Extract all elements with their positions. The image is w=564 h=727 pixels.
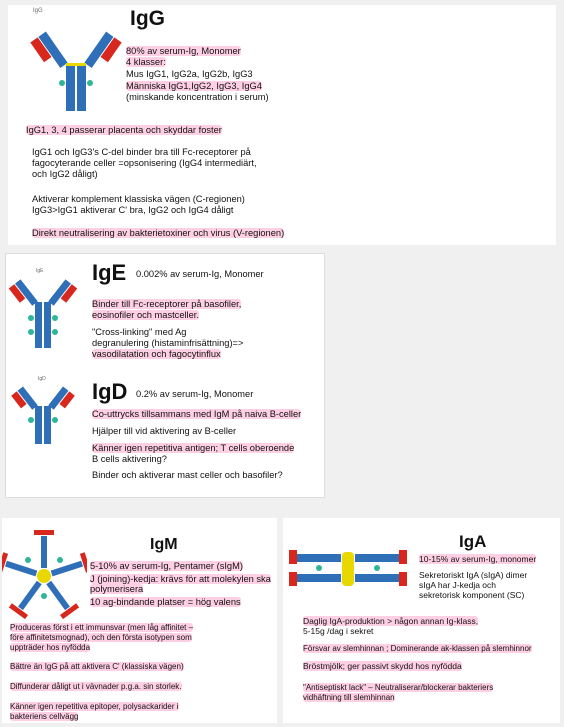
igm-line-9: Diffunderar dåligt ut i vävnader p.g.a. sin storlek. bbox=[10, 682, 182, 691]
igg-line-7: IgG1 och IgG3's C-del binder bra till Fc-receptorer på bbox=[32, 147, 251, 157]
igg-title: IgG bbox=[130, 7, 165, 30]
igg-line-3: Mus IgG1, IgG2a, IgG2b, IgG3 bbox=[126, 69, 253, 79]
ige-antibody-icon bbox=[8, 272, 78, 352]
iga-dimer-icon bbox=[287, 542, 409, 598]
ige-subtitle: 0.002% av serum-Ig, Monomer bbox=[136, 269, 264, 279]
igm-line-1: 5-10% av serum-Ig, Pentamer (sIgM) bbox=[90, 561, 243, 571]
igm-line-11: bakteriens cellvägg bbox=[10, 712, 79, 721]
igd-line-1: Co-uttrycks tillsammans med IgM på naiva B-celler bbox=[92, 409, 302, 419]
igg-line-9: och IgG2 dåligt) bbox=[32, 169, 98, 179]
ige-icon-label: IgE bbox=[36, 268, 44, 274]
igg-line-11: IgG3>IgG1 aktiverar C' bra, IgG2 och IgG4 dåligt bbox=[32, 205, 234, 215]
iga-line-8: Bröstmjölk; ger passivt skydd hos nyfödda bbox=[303, 661, 462, 671]
igg-line-6: IgG1, 3, 4 passerar placenta och skyddar foster bbox=[26, 125, 222, 135]
igg-line-5: (minskande koncentration i serum) bbox=[126, 92, 269, 102]
igm-line-6: före affinitetsmognad), och den första isotypen som bbox=[10, 633, 192, 642]
iga-line-3: sIgA har J-kedja och bbox=[419, 580, 497, 590]
igm-line-8: Bättre än IgG på att aktivera C' (klassiska vägen) bbox=[10, 662, 184, 671]
iga-line-4: sekretorisk komponent (SC) bbox=[419, 590, 525, 600]
igd-subtitle: 0.2% av serum-Ig, Monomer bbox=[136, 389, 254, 399]
iga-title: IgA bbox=[459, 532, 487, 551]
iga-line-10: vidhäftning till slemhinnan bbox=[303, 693, 395, 702]
igm-pentamer-icon bbox=[2, 528, 87, 628]
iga-line-9: "Antiseptiskt lack" – Neutraliserar/blockerar bakteriers bbox=[303, 683, 494, 692]
igm-panel bbox=[2, 518, 277, 723]
igd-line-5: Binder och aktiverar mast celler och basofiler? bbox=[92, 470, 283, 480]
igm-line-5: Produceras först i ett immunsvar (men låg affinitet – bbox=[10, 623, 194, 632]
igm-line-7: uppträder hos nyfödda bbox=[10, 643, 91, 652]
igg-line-8: fagocyterande celler =opsonisering (IgG4 intermediärt, bbox=[32, 158, 257, 168]
igg-line-4: Människa IgG1,IgG2, IgG3, IgG4 bbox=[126, 81, 262, 91]
ige-line-5: vasodilatation och fagocytinflux bbox=[92, 349, 221, 359]
igd-line-4: B cells aktivering? bbox=[92, 454, 167, 464]
iga-line-2: Sekretoriskt IgA (sIgA) dimer bbox=[419, 570, 528, 580]
igg-panel bbox=[8, 5, 556, 245]
ige-line-1: Binder till Fc-receptorer på basofiler, bbox=[92, 299, 242, 309]
igg-antibody-icon bbox=[16, 17, 136, 117]
igm-line-10: Känner igen repetitiva epitoper, polysackarider i bbox=[10, 702, 179, 711]
iga-line-1: 10-15% av serum-Ig, monomer bbox=[419, 554, 537, 564]
ige-line-3: "Cross-linking" med Ag bbox=[92, 327, 187, 337]
iga-line-6: 5-15g /dag i sekret bbox=[303, 626, 374, 636]
igd-line-2: Hjälper till vid aktivering av B-celler bbox=[92, 426, 237, 436]
igd-title: IgD bbox=[92, 379, 128, 404]
igm-line-4: 10 ag-bindande platser = hög valens bbox=[90, 597, 241, 607]
igm-title: IgM bbox=[150, 536, 178, 553]
igg-line-12: Direkt neutralisering av bakterietoxiner och virus (V-regionen) bbox=[32, 228, 285, 238]
igg-line-2: 4 klasser: bbox=[126, 57, 166, 67]
igd-icon-label: IgD bbox=[38, 376, 46, 382]
ige-line-2: eosinofiler och mastceller. bbox=[92, 310, 199, 320]
igg-line-10: Aktiverar komplement klassiska vägen (C-regionen) bbox=[32, 194, 245, 204]
iga-line-7: Försvar av slemhinnan ; Dominerande ak-klassen på slemhinnor bbox=[303, 644, 532, 653]
ige-igd-panel bbox=[5, 253, 325, 498]
igm-line-3: polymerisera bbox=[90, 584, 144, 594]
igm-line-2: J (joining)-kedja: krävs för att molekylen ska bbox=[90, 574, 271, 584]
igg-line-1: 80% av serum-Ig, Monomer bbox=[126, 46, 241, 56]
iga-panel bbox=[283, 518, 560, 723]
ige-line-4: degranulering (histaminfrisättning)=> bbox=[92, 338, 244, 348]
igg-icon-label: IgG bbox=[33, 8, 43, 14]
igd-antibody-icon bbox=[8, 380, 78, 450]
iga-line-5: Daglig IgA-produktion > någon annan Ig-klass, bbox=[303, 616, 479, 626]
ige-title: IgE bbox=[92, 260, 127, 285]
igd-line-3: Känner igen repetitiva antigen; T cells oberoende bbox=[92, 443, 295, 453]
